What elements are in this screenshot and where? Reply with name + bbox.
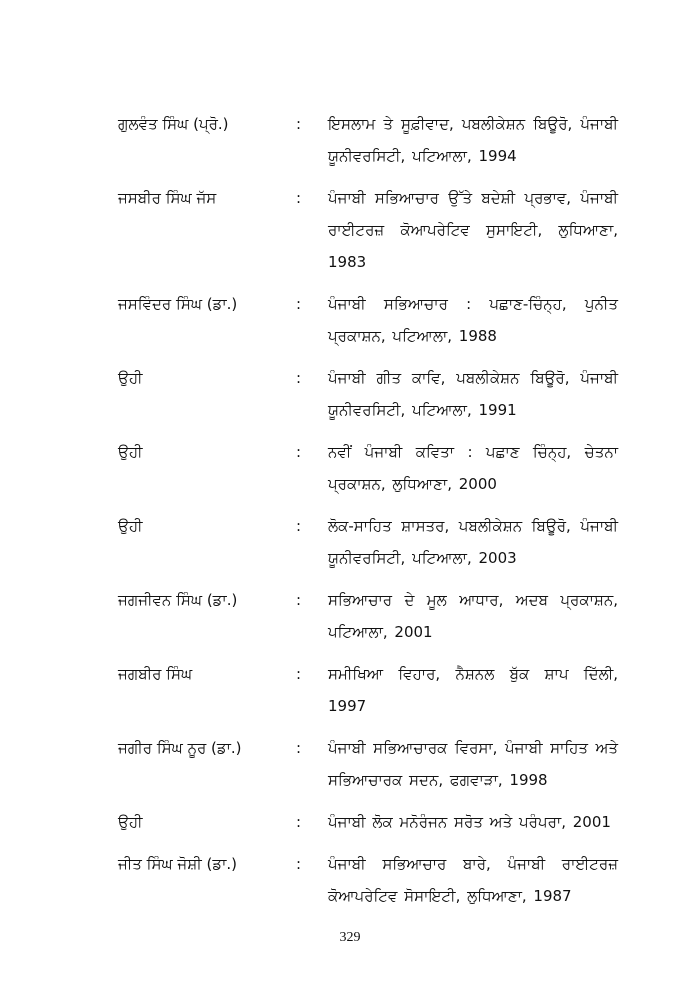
entry-work: ਪੰਜਾਬੀ ਸਭਿਆਚਾਰ ਬਾਰੇ, ਪੰਜਾਬੀ ਰਾਈਟਰਜ਼ ਕੋਆਪਰੇਟਿਵ ਸੋਸਾਇਟੀ, ਲੁਧਿਆਣਾ, 1987 [328,855,618,905]
entry-separator: : [296,295,302,313]
entry-separator: : [296,369,302,387]
entry-work: ਇਸਲਾਮ ਤੇ ਸੂਫ਼ੀਵਾਦ, ਪਬਲੀਕੇਸ਼ਨ ਬਿਊਰੋ, ਪੰਜਾਬੀ ਯੂਨੀਵਰਸਿਟੀ, ਪਟਿਆਲਾ, 1994 [328,115,618,165]
entry-separator: : [296,665,302,683]
entry-author: ਜਸਬੀਰ ਸਿੰਘ ਜੱਸ [118,189,217,207]
entry-work: ਪੰਜਾਬੀ ਲੋਕ ਮਨੋਰੰਜਨ ਸਰੋਤ ਅਤੇ ਪਰੰਪਰਾ, 2001 [328,813,611,831]
entry-author: ਜਗੀਰ ਸਿੰਘ ਨੂਰ (ਡਾ.) [118,739,242,757]
entry-work: ਨਵੀਂ ਪੰਜਾਬੀ ਕਵਿਤਾ : ਪਛਾਣ ਚਿੰਨ੍ਹ, ਚੇਤਨਾ ਪ੍ਰਕਾਸ਼ਨ, ਲੁਧਿਆਣਾ, 2000 [328,443,618,493]
entry-author: ਉਹੀ [118,369,143,387]
bibliography-entry [118,658,618,722]
bibliography-entry [118,732,618,796]
bibliography-entry [118,848,618,912]
entry-separator: : [296,443,302,461]
entry-work: ਪੰਜਾਬੀ ਸਭਿਆਚਾਰਕ ਵਿਰਸਾ, ਪੰਜਾਬੀ ਸਾਹਿਤ ਅਤੇ ਸਭਿਆਚਾਰਕ ਸਦਨ, ਫਗਵਾੜਾ, 1998 [328,739,618,789]
entry-author: ਉਹੀ [118,517,143,535]
entry-work: ਪੰਜਾਬੀ ਸਭਿਆਚਾਰ : ਪਛਾਣ-ਚਿੰਨ੍ਹ, ਪੁਨੀਤ ਪ੍ਰਕਾਸ਼ਨ, ਪਟਿਆਲਾ, 1988 [328,295,618,345]
entry-work: ਸਮੀਖਿਆ ਵਿਹਾਰ, ਨੈਸ਼ਨਲ ਬੁੱਕ ਸ਼ਾਪ ਦਿੱਲੀ, 1997 [328,665,618,715]
entry-work: ਲੋਕ-ਸਾਹਿਤ ਸ਼ਾਸਤਰ, ਪਬਲੀਕੇਸ਼ਨ ਬਿਊਰੋ, ਪੰਜਾਬੀ ਯੂਨੀਵਰਸਿਟੀ, ਪਟਿਆਲਾ, 2003 [328,517,618,567]
bibliography-entry [118,288,618,352]
entry-separator: : [296,739,302,757]
entry-author: ਜੀਤ ਸਿੰਘ ਜੋਸ਼ੀ (ਡਾ.) [118,855,238,873]
bibliography-entry [118,510,618,574]
entry-work: ਸਭਿਆਚਾਰ ਦੇ ਮੂਲ ਆਧਾਰ, ਅਦਬ ਪ੍ਰਕਾਸ਼ਨ, ਪਟਿਆਲਾ, 2001 [328,591,618,641]
entry-author: ਜਸਵਿੰਦਰ ਸਿੰਘ (ਡਾ.) [118,295,238,313]
bibliography-entry [118,806,618,838]
entry-author: ਗੁਲਵੰਤ ਸਿੰਘ (ਪ੍ਰੋ.) [118,115,229,133]
bibliography-entry [118,362,618,426]
entry-separator: : [296,591,302,609]
entry-work: ਪੰਜਾਬੀ ਸਭਿਆਚਾਰ ਉੱਤੇ ਬਦੇਸ਼ੀ ਪ੍ਰਭਾਵ, ਪੰਜਾਬੀ ਰਾਈਟਰਜ਼ ਕੋਆਪਰੇਟਿਵ ਸੁਸਾਇਟੀ, ਲੁਧਿਆਣਾ, 1983 [328,189,618,271]
entry-separator: : [296,855,302,873]
entry-author: ਉਹੀ [118,813,143,831]
bibliography-list [118,108,618,912]
entry-separator: : [296,517,302,535]
entry-separator: : [296,813,302,831]
entry-separator: : [296,115,302,133]
entry-separator: : [296,189,302,207]
bibliography-entry [118,436,618,500]
entry-author: ਜਗਜੀਵਨ ਸਿੰਘ (ਡਾ.) [118,591,238,609]
entry-author: ਉਹੀ [118,443,143,461]
bibliography-entry [118,182,618,278]
entry-work: ਪੰਜਾਬੀ ਗੀਤ ਕਾਵਿ, ਪਬਲੀਕੇਸ਼ਨ ਬਿਊਰੋ, ਪੰਜਾਬੀ ਯੂਨੀਵਰਸਿਟੀ, ਪਟਿਆਲਾ, 1991 [328,369,618,419]
page-number: 329 [339,930,361,945]
entry-author: ਜਗਬੀਰ ਸਿੰਘ [118,665,193,683]
bibliography-entry [118,108,618,172]
bibliography-entry [118,584,618,648]
